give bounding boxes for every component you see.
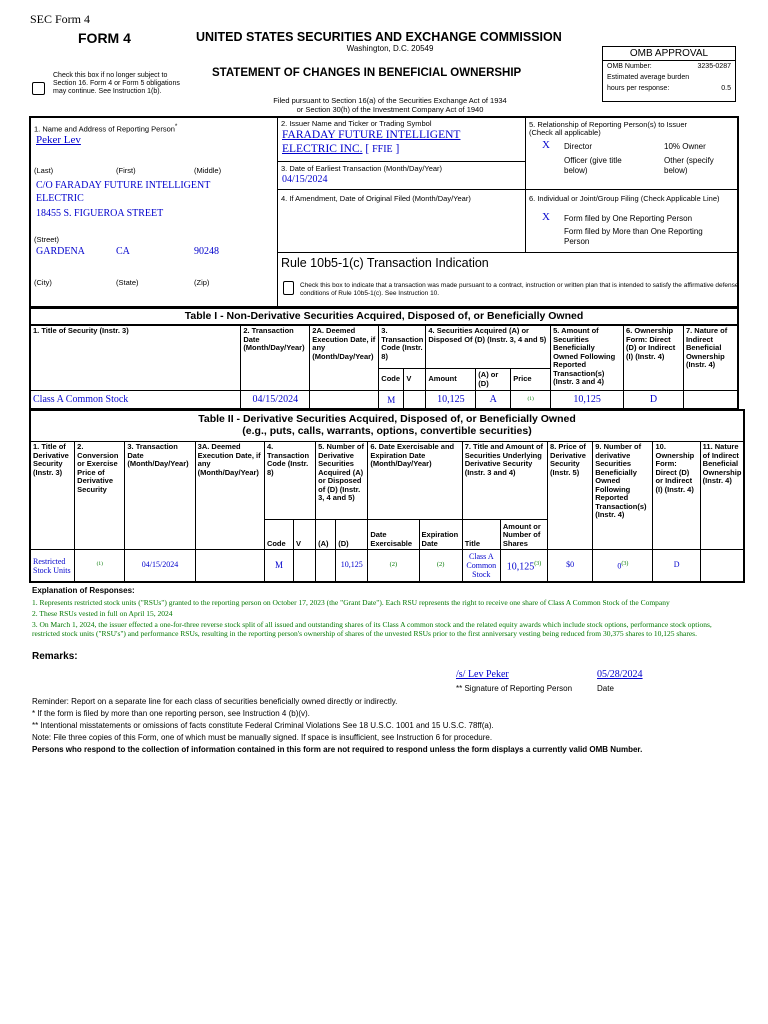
form-number: FORM 4 [78,30,131,46]
zip-value: 90248 [194,246,219,257]
t2-h-deemed: 3A. Deemed Execution Date, if any (Month/Day/Year) [195,442,264,550]
checkbox-icon[interactable] [32,82,45,95]
box2-label: 2. Issuer Name and Ticker or Trading Symbol [281,119,432,128]
address-line-3: 18455 S. FIGUEROA STREET [36,208,164,219]
t1-nature [683,391,738,411]
filed-line-1: Filed pursuant to Section 16(a) of the Securities Exchange Act of 1934 [273,96,507,105]
no-longer-subject-checkbox[interactable] [32,82,45,100]
more-reporting-persons: Form filed by More than One Reporting Person [564,227,703,246]
t2-security-title: Restricted Stock Units [31,550,75,582]
issuer-name-line-2[interactable]: ELECTRIC INC. [282,143,363,155]
table1-title: Table I - Non-Derivative Securities Acquired, Disposed of, or Beneficially Owned [184,310,584,322]
t2-sh-code: Code [264,520,293,550]
t1-security-title: Class A Common Stock [31,391,241,411]
hours-label: hours per response: [607,85,670,92]
omb-number-label: OMB Number: [607,63,652,70]
t2-h-nature: 11. Nature of Indirect Beneficial Ownership (Instr. 4) [700,442,744,550]
t1-h-acquired: 4. Securities Acquired (A) or Disposed Of (D) (Instr. 3, 4 and 5) [426,326,551,369]
t1-sh-amount: Amount [426,369,476,391]
one-reporting-person: Form filed by One Reporting Person [564,214,693,223]
ticker-close-bracket: ] [395,143,400,155]
t1-sh-aord: (A) or (D) [476,369,511,391]
t1-owned: 10,125 [551,391,624,411]
address-block [36,179,210,220]
footer-reminder: Reminder: Report on a separate line for each class of securities beneficially owned directly or indirectly. [32,697,398,706]
first-label: (First) [116,166,136,175]
issuer-name [282,128,460,157]
agency-name: UNITED STATES SECURITIES AND EXCHANGE COMMISSION [196,30,562,44]
t1-ownership-form: D [624,391,684,411]
t2-price: $0 [548,550,593,582]
box1-label: 1. Name and Address of Reporting Person* [34,123,178,134]
street-label: (Street) [34,235,60,244]
t2-a [316,550,336,582]
rule-10b5-1-checkbox[interactable] [283,281,294,300]
agency-city: Washington, D.C. 20549 [346,44,434,53]
checkbox-icon[interactable] [283,281,294,295]
box4-amendment [278,190,526,252]
footer-note: Note: File three copies of this Form, one of which must be manually signed. If space is insufficient, see Instruction 6 for procedure. [32,733,493,742]
earliest-transaction-date: 04/15/2024 [282,174,328,185]
t1-sh-code: Code [379,369,404,391]
t2-underlying-title: Class A Common Stock [462,550,500,582]
rule-10b5-1-text: Check this box to indicate that a transaction was made pursuant to a contract, instruction or written plan that is intended to satisfy the affirmative defense conditions of Rule 10b5-1(c). See Instruction 10. [300,282,739,297]
omb-number: 3235-0287 [697,63,731,70]
middle-label: (Middle) [194,166,222,175]
t2-sh-date-ex: Date Exercisable [368,520,419,550]
table-row [31,550,745,582]
address-line-2: ELECTRIC [36,193,84,204]
box3-label: 3. Date of Earliest Transaction (Month/Day/Year) [281,164,443,173]
ticker-symbol: FFIE [372,144,393,155]
t1-v [404,391,426,411]
t1-amount: 10,125 [426,391,476,411]
address-line-1: C/O FARADAY FUTURE INTELLIGENT [36,180,211,191]
city-label: (City) [34,278,52,287]
t2-h-form: 10. Ownership Form: Direct (D) or Indirect (I) (Instr. 4) [653,442,700,550]
t1-h-form: 6. Ownership Form: Direct (D) or Indirect (I) (Instr. 4) [624,326,684,391]
last-label: (Last) [34,166,54,175]
t2-sh-amount: Amount or Number of Shares [500,520,547,550]
t1-aord: A [476,391,511,411]
signature-date: 05/28/2024 [597,669,643,680]
box2-issuer [278,117,526,162]
t2-owned-value: 0 [617,561,622,571]
remarks-label: Remarks: [32,651,78,662]
t1-deemed-date [310,391,379,411]
ten-percent-owner-label: 10% Owner [664,142,706,151]
t2-sh-d: (D) [336,520,368,550]
t2-owned-footnote: (3) [621,560,629,567]
t2-h-exercisable: 6. Date Exercisable and Expiration Date (Month/Day/Year) [368,442,462,520]
footnote-3: 3. On March 1, 2024, the issuer effected a one-for-three reverse stock split of all issued and outstanding shares of its Class A common stock and the related equity awards which include stock options, performance stock options, restricted stock units ("RSU's") and performance RSUs, resulting in the reporting person's ownership of shares of the unvested RSUs prior to the first anniversary vesting being reduced from 30,375 shares to 10,125 shares. [32,620,712,638]
zip-label: (Zip) [194,278,210,287]
rule-10b5-1-title: Rule 10b5-1(c) Transaction Indication [281,256,489,270]
signature-label: ** Signature of Reporting Person [456,684,573,693]
filed-line-2: or Section 30(h) of the Investment Company Act of 1940 [296,105,484,114]
t1-transaction-date: 04/15/2024 [241,391,310,411]
footnote-1: 1. Represents restricted stock units ("RSUs") granted to the reporting person on October 17, 2023 (the "Grant Date"). Each RSU represents the right to receive one share of Class A Common Stock of the Company [32,598,670,607]
city-value: GARDENA [36,246,85,257]
t2-h-owned: 9. Number of derivative Securities Beneficially Owned Following Reported Transaction(s) (Instr. 4) [593,442,653,550]
t2-d: 10,125 [336,550,368,582]
t2-nature [700,550,744,582]
footer-multiple-persons: * If the form is filed by more than one reporting person, see Instruction 4 (b)(v). [32,709,310,718]
t1-h-code: 3. Transaction Code (Instr. 8) [379,326,426,369]
t2-sh-v: V [294,520,316,550]
table2-title-line-2: (e.g., puts, calls, warrants, options, convertible securities) [242,425,532,437]
t1-h-date: 2. Transaction Date (Month/Day/Year) [241,326,310,391]
box6-filing [526,190,738,252]
t2-sh-title: Title [462,520,500,550]
t2-transaction-date: 04/15/2024 [125,550,195,582]
t2-date-exercisable: (2) [368,550,419,582]
t2-h-date: 3. Transaction Date (Month/Day/Year) [125,442,195,550]
table2-title-line-1: Table II - Derivative Securities Acquired, Disposed of, or Beneficially Owned [198,413,576,425]
t2-h-title: 1. Title of Derivative Security (Instr. 3) [31,442,75,550]
footer-misstatements: ** Intentional misstatements or omissions of facts constitute Federal Criminal Violations See 18 U.S.C. 1001 and 15 U.S.C. 78ff(a). [32,721,494,730]
other-label: Other (specify below) [664,156,714,175]
t2-code: M [264,550,293,582]
t2-conversion-footnote: (1) [75,550,125,582]
t2-sh-a: (A) [316,520,336,550]
no-longer-subject-text: Check this box if no longer subject to Section 16. Form 4 or Form 5 obligations may continue. See Instruction 1(b). [53,72,180,95]
box6-label: 6. Individual or Joint/Group Filing (Check Applicable Line) [529,194,720,203]
t2-sh-exp: Expiration Date [419,520,462,550]
table2-title [30,413,744,437]
t1-h-nature: 7. Nature of Indirect Beneficial Ownership (Instr. 4) [683,326,738,391]
t1-price-footnote: (1) [511,391,551,411]
hours-value: 0.5 [721,85,731,92]
box1-reporting-person [30,117,278,306]
footnotes [32,598,738,638]
explanation-label: Explanation of Responses: [32,586,135,595]
table1 [30,325,739,411]
sec-form-label: SEC Form 4 [30,12,91,26]
footer-omb-notice: Persons who respond to the collection of information contained in this form are not required to respond unless the form displays a currently valid OMB Number. [32,745,643,754]
signature: /s/ Lev Peker [456,669,509,680]
table2 [30,441,745,582]
rule-10b5-1-box [278,252,738,307]
footnote-2: 2. These RSUs vested in full on April 15, 2024 [32,609,173,618]
director-x-mark: X [542,139,550,151]
t2-owned [593,550,653,582]
ticker-open-bracket: [ [365,143,370,155]
footer-notes [32,696,742,756]
t1-h-owned: 5. Amount of Securities Beneficially Owned Following Reported Transaction(s) (Instr. 3 and 4) [551,326,624,391]
issuer-name-line-1[interactable]: FARADAY FUTURE INTELLIGENT [282,129,461,141]
filed-pursuant [240,96,540,114]
state-value: CA [116,246,130,257]
omb-title: OMB APPROVAL [603,47,735,61]
t2-underlying-amount-value: 10,125 [506,560,535,572]
statement-title: STATEMENT OF CHANGES IN BENEFICIAL OWNERSHIP [212,67,522,79]
t2-h-code: 4. Transaction Code (Instr. 8) [264,442,315,520]
t1-sh-price: Price [511,369,551,391]
t2-h-number: 5. Number of Derivative Securities Acquired (A) or Disposed of (D) (Instr. 3, 4 and 5) [316,442,368,520]
t1-code: M [379,391,404,411]
t2-h-price: 8. Price of Derivative Security (Instr. 5) [548,442,593,550]
box5-label-2: (Check all applicable) [529,128,601,137]
director-label: Director [564,142,593,151]
box4-label: 4. If Amendment, Date of Original Filed (Month/Day/Year) [281,194,471,203]
table-row [31,391,739,411]
reporting-person-name[interactable]: Peker Lev [36,134,81,146]
date-label: Date [597,684,614,693]
box5-label-1: 5. Relationship of Reporting Person(s) to Issuer [529,120,687,129]
t2-v [294,550,316,582]
t2-underlying-amount [500,550,547,582]
t2-underlying-footnote: (3) [534,560,542,567]
t2-expiration-date: (2) [419,550,462,582]
omb-approval-box [602,46,736,102]
t1-h-deemed: 2A. Deemed Execution Date, if any (Month/Day/Year) [310,326,379,391]
box3-earliest-transaction [278,162,526,190]
one-person-x-mark: X [542,211,550,223]
burden-label: Estimated average burden [607,74,690,81]
officer-label: Officer (give title below) [564,156,622,175]
t2-h-underlying: 7. Title and Amount of Securities Underlying Derivative Security (Instr. 3 and 4) [462,442,547,520]
t2-deemed-date [195,550,264,582]
t1-h-title: 1. Title of Security (Instr. 3) [31,326,241,391]
state-label: (State) [116,278,139,287]
t2-h-conversion: 2. Conversion or Exercise Price of Derivative Security [75,442,125,550]
t1-sh-v: V [404,369,426,391]
box5-relationship [526,117,738,190]
t2-ownership-form: D [653,550,700,582]
